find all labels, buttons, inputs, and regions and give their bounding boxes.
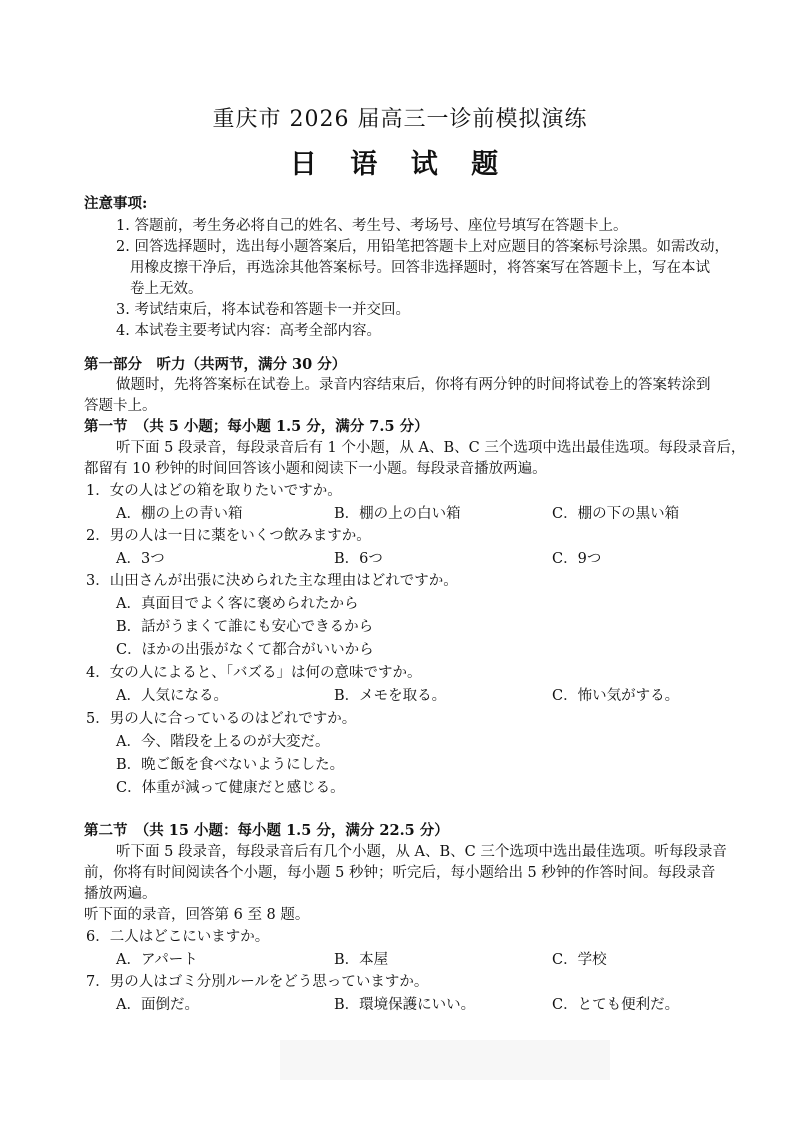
option-a: A．棚の上の青い箱 [116, 506, 243, 522]
question-4: 4．女の人によると、「バズる」は何の意味ですか。 [86, 665, 422, 681]
option-b: B．棚の上の白い箱 [334, 506, 461, 522]
option-b: B．話がうまくて誰にも安心できるから [116, 619, 374, 635]
option-b: B．環境保護にいい。 [334, 997, 476, 1013]
group-intro: 听下面的录音，回答第 6 至 8 题。 [84, 907, 310, 923]
section1-intro: 都留有 10 秒钟的时间回答该小题和阅读下一小题。每段录音播放两遍。 [84, 461, 547, 477]
section2-heading: 第二节 （共 15 小题：每小题 1.5 分，满分 22.5 分） [84, 822, 449, 839]
option-a: A．アパート [116, 952, 198, 968]
option-c: C．学校 [552, 952, 607, 968]
option-a: A．人気になる。 [116, 688, 228, 704]
part1-heading: 第一部分 听力（共两节，满分 30 分） [84, 356, 347, 373]
option-c: C．とても便利だ。 [552, 997, 680, 1013]
scan-smudge [280, 1040, 610, 1080]
exam-title: 重庆市 2026 届高三一诊前模拟演练 [212, 107, 588, 132]
part1-intro: 做题时，先将答案标在试卷上。录音内容结束后，你将有两分钟的时间将试卷上的答案转涂到 [116, 377, 711, 393]
notice-item: 2. 回答选择题时，选出每小题答案后，用铅笔把答题卡上对应题目的答案标号涂黑。如需改动， [116, 239, 729, 255]
question-7: 7．男の人はゴミ分別ルールをどう思っていますか。 [86, 974, 429, 990]
option-c: C．ほかの出張がなくて都合がいいから [116, 642, 374, 658]
option-a: A．面倒だ。 [116, 997, 199, 1013]
option-b: B．晩ご飯を食べないようにした。 [116, 757, 345, 773]
question-6: 6．二人はどこにいますか。 [86, 929, 270, 945]
section1-heading: 第一节 （共 5 小题；每小题 1.5 分，满分 7.5 分） [84, 418, 429, 435]
option-b: B．本屋 [334, 952, 389, 968]
option-b: B．6つ [334, 551, 383, 567]
section2-intro: 听下面 5 段录音，每段录音后有几个小题，从 A、B、C 三个选项中选出最佳选项。听每段录音 [116, 844, 727, 860]
notice-item: 4. 本试卷主要考试内容：高考全部内容。 [116, 323, 381, 339]
option-a: A．3つ [116, 551, 165, 567]
option-c: C．9つ [552, 551, 602, 567]
notice-item: 3. 考试结束后，将本试卷和答题卡一并交回。 [116, 302, 410, 318]
notice-item: 用橡皮擦干净后，再选涂其他答案标号。回答非选择题时，将答案写在答题卡上，写在本试 [130, 260, 710, 276]
question-5: 5．男の人に合っているのはどれですか。 [86, 711, 357, 727]
option-b: B．メモを取る。 [334, 688, 447, 704]
section2-intro: 播放两遍。 [84, 886, 157, 902]
question-2: 2．男の人は一日に薬をいくつ飲みますか。 [86, 528, 371, 544]
option-c: C．棚の下の黒い箱 [552, 506, 680, 522]
notice-item: 1. 答题前，考生务必将自己的姓名、考生号、考场号、座位号填写在答题卡上。 [116, 218, 628, 234]
question-1: 1．女の人はどの箱を取りたいですか。 [86, 483, 342, 499]
option-c: C．体重が減って健康だと感じる。 [116, 780, 345, 796]
notice-item: 卷上无效。 [130, 281, 203, 297]
section2-intro: 前，你将有时间阅读各个小题，每小题 5 秒钟；听完后，每小题给出 5 秒钟的作答时间。每段录音 [84, 865, 716, 881]
question-3: 3．山田さんが出張に決められた主な理由はどれですか。 [86, 573, 458, 589]
option-a: A．今、階段を上るのが大変だ。 [116, 734, 330, 750]
part1-intro: 答题卡上。 [84, 398, 157, 414]
notice-heading: 注意事项: [84, 195, 148, 212]
option-c: C．怖い気がする。 [552, 688, 680, 704]
exam-subtitle: 日 语 试 题 [289, 149, 511, 180]
section1-intro: 听下面 5 段录音，每段录音后有 1 个小题，从 A、B、C 三个选项中选出最佳选项。每段录音后， [116, 440, 746, 456]
option-a: A．真面目でよく客に褒められたから [116, 596, 359, 612]
